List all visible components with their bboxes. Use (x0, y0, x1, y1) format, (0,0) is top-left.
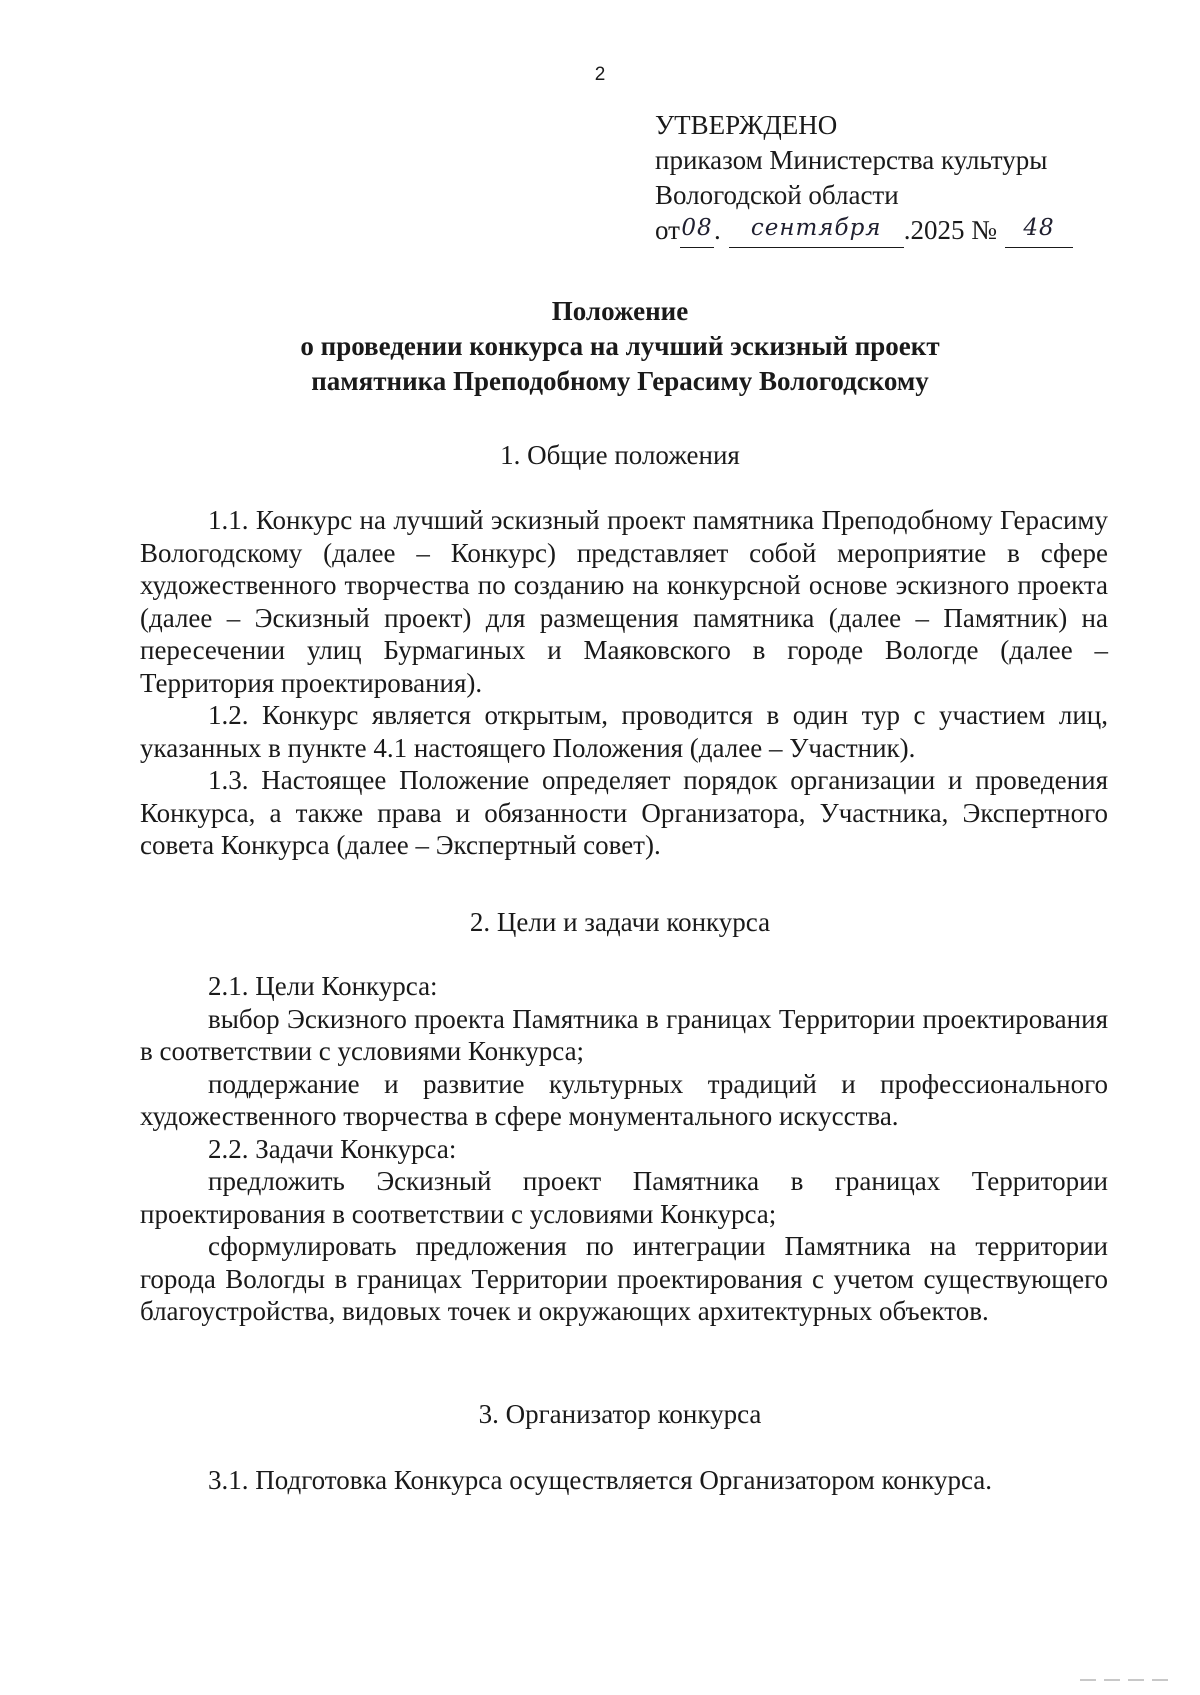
section-2-heading: 2. Цели и задачи конкурса (469, 907, 771, 937)
paragraph-3-1: 3.1. Подготовка Конкурса осуществляется Организатором конкурса. (208, 1465, 993, 1495)
section-1-body (140, 504, 1108, 862)
scan-edge-mark (1080, 1679, 1170, 1681)
month-handwritten: сентября (750, 215, 882, 241)
number-handwritten: 48 (1023, 215, 1055, 241)
section-1-heading: 1. Общие положения (500, 440, 740, 470)
approval-region-line: Вологодской области (655, 180, 899, 210)
date-dot: . (713, 215, 721, 245)
paragraph-2-1: 2.1. Цели Конкурса: (208, 971, 438, 1001)
section-3-heading: 3. Организатор конкурса (478, 1399, 762, 1429)
approval-heading: УТВЕРЖДЕНО (655, 110, 838, 140)
approval-order-line: приказом Министерства культуры (655, 145, 1048, 175)
year-and-number-label: .2025 № (903, 215, 997, 245)
day-handwritten: 08 (681, 215, 713, 241)
paragraph-2-2: 2.2. Задачи Конкурса: (208, 1133, 457, 1164)
day-field (680, 217, 714, 248)
task-item-2: сформулировать предложения по интеграции Памятника на территории города Вологды в границах Территории проектирования с учетом существующего благоустройства, видовых точек и окружающих архитектурных объектов. (140, 1231, 1108, 1326)
title-line-1: Положение (551, 296, 689, 326)
task-item-1: предложить Эскизный проект Памятника в границах Территории проектирования в соответствии с условиями Конкурса; (140, 1166, 1108, 1229)
approval-stamp-block (655, 108, 1115, 248)
date-prefix: от (655, 215, 680, 245)
title-line-2: о проведении конкурса на лучший эскизный проект (300, 331, 940, 361)
approval-date-line (655, 213, 1115, 248)
paragraph-1-1: 1.1. Конкурс на лучший эскизный проект памятника Преподобному Герасиму Вологодскому (далее – Конкурс) представляет собой мероприятие в сфере художественного творчества по созданию на конкурсной основе эскизного проекта (далее – Эскизный проект) для размещения памятника (далее – Памятник) на пересечении улиц Бурмагиных и Маяковского в городе Вологде (далее – Территория проектирования). (140, 505, 1108, 698)
number-field (1005, 217, 1073, 248)
page-number: 2 (594, 64, 606, 85)
goal-item-2: поддержание и развитие культурных традиций и профессионального художественного творчества в сфере монументального искусства. (140, 1068, 1108, 1131)
section-3-body (140, 1464, 1108, 1497)
paragraph-1-2: 1.2. Конкурс является открытым, проводится в один тур с участием лиц, указанных в пункте 4.1 настоящего Положения (далее – Участник). (140, 700, 1108, 763)
section-2-body (140, 970, 1108, 1328)
document-title (0, 294, 1200, 399)
month-field (729, 217, 904, 248)
goal-item-1: выбор Эскизного проекта Памятника в границах Территории проектирования в соответствии с условиями Конкурса; (140, 1003, 1108, 1066)
title-line-3: памятника Преподобному Герасиму Вологодскому (311, 366, 929, 396)
paragraph-1-3: 1.3. Настоящее Положение определяет порядок организации и проведения Конкурса, а также права и обязанности Организатора, Участника, Экспертного совета Конкурса (далее – Экспертный совет). (140, 765, 1108, 860)
